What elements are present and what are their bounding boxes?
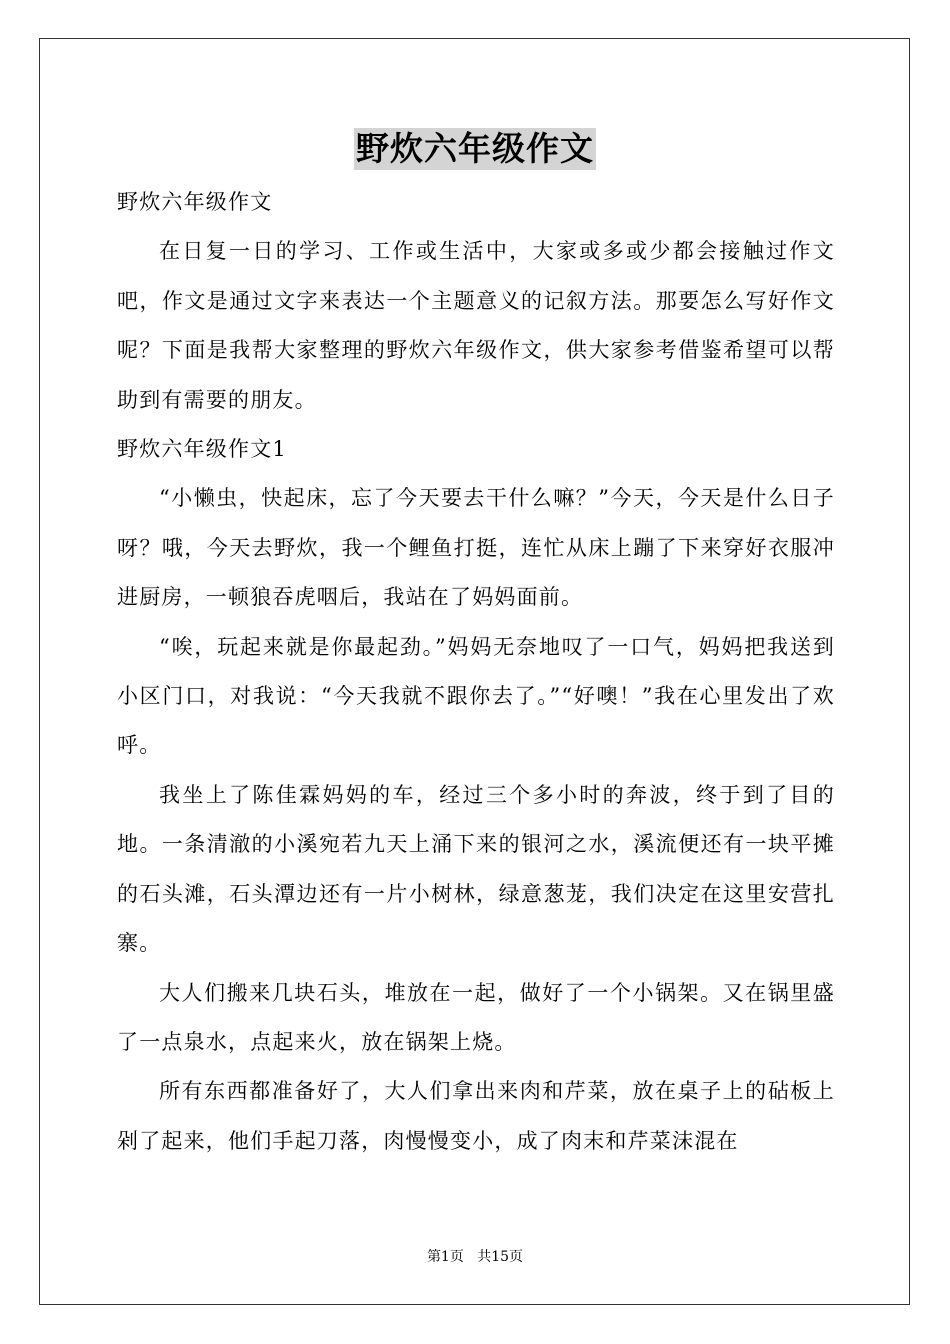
page-total: 共15页: [477, 1249, 524, 1265]
paragraph: 我坐上了陈佳霖妈妈的车，经过三个多小时的奔波，终于到了目的地。一条清澈的小溪宛若九天上涌下来的银河之水，溪流便还有一块平摊的石头滩，石头潭边还有一片小树林，绿意葱茏，我们决定在这里安营扎寨。: [117, 782, 835, 956]
paragraph: 野炊六年级作文: [117, 190, 273, 214]
document-title: 野炊六年级作文: [356, 129, 594, 168]
page-footer: [0, 1247, 950, 1267]
paragraph: “唉，玩起来就是你最起劲。”妈妈无奈地叹了一口气，妈妈把我送到小区门口，对我说：“今天我就不跟你去了。”“好噢！”我在心里发出了欢呼。: [117, 634, 835, 758]
paragraph: 所有东西都准备好了，大人们拿出来肉和芹菜，放在桌子上的砧板上剁了起来，他们手起刀落，肉慢慢变小，成了肉末和芹菜沫混在: [117, 1079, 835, 1153]
paragraph: “小懒虫，快起床，忘了今天要去干什么嘛？”今天，今天是什么日子呀？哦，今天去野炊，我一个鲤鱼打挺，连忙从床上蹦了下来穿好衣服冲进厨房，一顿狼吞虎咽后，我站在了妈妈面前。: [117, 486, 835, 610]
document-body: [117, 178, 835, 1166]
title-container: [0, 128, 950, 170]
paragraph: 在日复一日的学习、工作或生活中，大家或多或少都会接触过作文吧，作文是通过文字来表达一个主题意义的记叙方法。那要怎么写好作文呢？下面是我帮大家整理的野炊六年级作文，供大家参考借鉴希望可以帮助到有需要的朋友。: [117, 239, 835, 412]
page-number: 第1页: [426, 1249, 464, 1265]
paragraph: 野炊六年级作文1: [117, 437, 287, 462]
paragraph: 大人们搬来几块石头，堆放在一起，做好了一个小锅架。又在锅里盛了一点泉水，点起来火，放在锅架上烧。: [117, 980, 835, 1054]
